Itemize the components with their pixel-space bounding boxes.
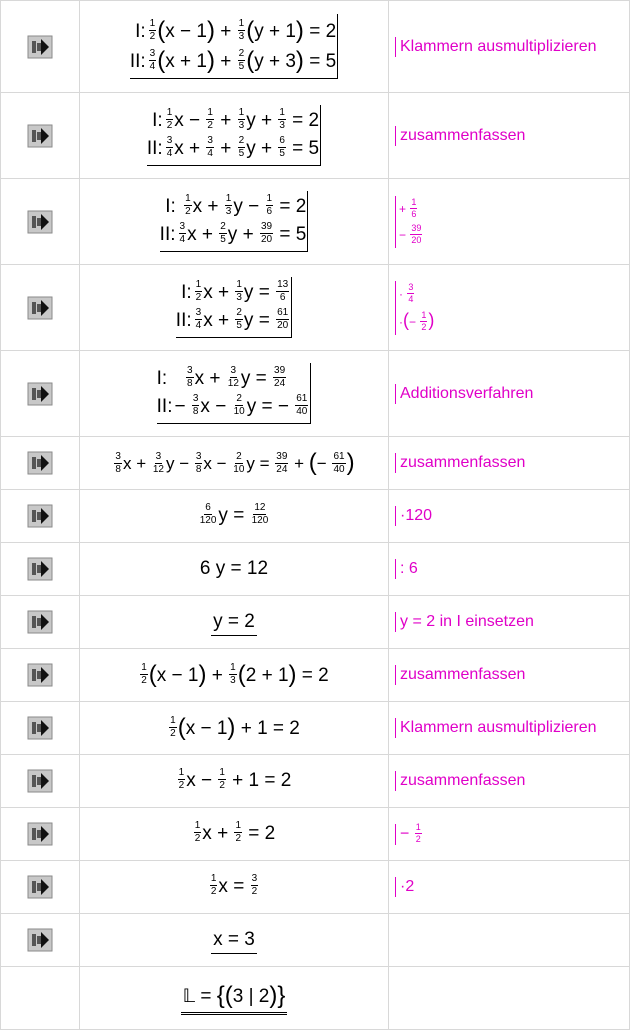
step-action-icon[interactable]: [27, 557, 53, 581]
equation-line: II: $\frac{3}{4}$ x + $\frac{2}{5}$ y = $\frac{61}{20}$: [175, 307, 289, 332]
note-line: ·(− $\frac{1}{2}$ ): [399, 309, 435, 332]
equation-line: II: $\frac{3}{4}$ x + $\frac{3}{4}$ + $\frac{2}{5}$ y + $\frac{6}{5}$ = 5: [146, 135, 320, 160]
step-action-icon[interactable]: [27, 875, 53, 899]
note-line: + $\frac{1}{6}$: [399, 196, 417, 219]
step-action-icon[interactable]: [27, 382, 53, 406]
equation-line: I: $\frac{1}{2}$ x − $\frac{1}{2}$ + $\frac{1}{3}$ y + $\frac{1}{3}$ = 2: [152, 107, 320, 132]
step-note: zusammenfassen: [395, 771, 525, 791]
equation-line: I: $\frac{1}{2}$ x + $\frac{1}{3}$ y = $\frac{13}{6}$: [181, 279, 289, 304]
equation-line: $\frac{1}{2}$ (x − 1) + 1 = 2: [170, 714, 300, 741]
step-note: zusammenfassen: [395, 126, 525, 146]
step-action-icon[interactable]: [27, 210, 53, 234]
equation-line: $\frac{1}{2}$ (x − 1) + $\frac{1}{3}$ (2 + 1) = 2: [141, 661, 329, 688]
equation-system: [160, 191, 309, 252]
step-row: [1, 702, 630, 755]
step-row: [1, 861, 630, 914]
note-line: · $\frac{3}{4}$: [399, 281, 414, 304]
step-action-icon[interactable]: [27, 296, 53, 320]
equation-line: II: $\frac{3}{4}$ (x + 1) + $\frac{2}{5}$ (y + 3) = 5: [129, 47, 337, 74]
step-action-icon[interactable]: [27, 451, 53, 475]
step-row: [1, 1, 630, 93]
step-action-icon[interactable]: [27, 504, 53, 528]
step-note: − $\frac{1}{2}$: [395, 824, 423, 845]
equation-line: $\frac{1}{2}$ x + $\frac{1}{2}$ = 2: [194, 820, 276, 845]
step-note: Klammern ausmultiplizieren: [395, 718, 597, 738]
step-action-icon[interactable]: [27, 663, 53, 687]
step-action-icon[interactable]: [27, 928, 53, 952]
step-row: [1, 649, 630, 702]
equation-line: $\frac{6}{120}$ y = $\frac{12}{120}$: [199, 502, 269, 527]
step-row: [1, 914, 630, 967]
step-note: ·120: [395, 506, 432, 526]
equation-line: I: $\frac{1}{2}$ (x − 1) + $\frac{1}{3}$ (y + 1) = 2: [135, 17, 337, 44]
result-x: x = 3: [211, 927, 257, 954]
step-note: zusammenfassen: [395, 665, 525, 685]
step-note: Klammern ausmultiplizieren: [395, 37, 597, 57]
step-note: : 6: [395, 559, 418, 579]
step-action-icon[interactable]: [27, 769, 53, 793]
step-row: [1, 755, 630, 808]
step-row: [1, 596, 630, 649]
step-note: Additionsverfahren: [395, 384, 533, 404]
equation-system: [147, 105, 321, 166]
step-row: [1, 437, 630, 490]
equation-line: $\frac{3}{8}$ x + $\frac{3}{12}$ y − $\frac{3}{8}$ x − $\frac{2}{10}$ y = $\frac{39}{24}$ + (− $\frac{61}{40}$ ): [115, 449, 355, 476]
step-row: [1, 490, 630, 543]
note-line: − $\frac{39}{20}$: [399, 222, 422, 245]
equation-line: I: $\frac{3}{8}$ x + $\frac{3}{12}$ y = $\frac{39}{24}$: [156, 365, 286, 390]
step-action-icon[interactable]: [27, 822, 53, 846]
equation-line: $\frac{1}{2}$ x = $\frac{3}{2}$: [210, 873, 258, 898]
step-row: [1, 808, 630, 861]
step-row: [1, 265, 630, 351]
step-note: [395, 196, 423, 248]
step-row: [1, 351, 630, 437]
equation-line: $\frac{1}{2}$ x − $\frac{1}{2}$ + 1 = 2: [178, 767, 292, 792]
step-action-icon[interactable]: [27, 716, 53, 740]
step-row: [1, 967, 630, 1030]
step-note: zusammenfassen: [395, 453, 525, 473]
step-action-icon[interactable]: [27, 35, 53, 59]
solution-set: 𝕃 = {(3 | 2)}: [181, 982, 288, 1015]
step-action-icon[interactable]: [27, 124, 53, 148]
step-note: y = 2 in I einsetzen: [395, 612, 534, 632]
equation-system: [176, 277, 292, 338]
step-row: [1, 543, 630, 596]
equation-line: II: − $\frac{3}{8}$ x − $\frac{2}{10}$ y = − $\frac{61}{40}$: [156, 393, 308, 418]
equation-line: II: $\frac{3}{4}$ x + $\frac{2}{5}$ y + $\frac{39}{20}$ = 5: [159, 221, 307, 246]
step-action-icon[interactable]: [27, 610, 53, 634]
equation-line: 6 y = 12: [199, 558, 269, 579]
step-note: [395, 281, 434, 335]
step-row: [1, 179, 630, 265]
result-y: y = 2: [211, 609, 257, 636]
step-row: [1, 93, 630, 179]
equation-system: [157, 363, 312, 424]
equation-line: I: $\frac{1}{2}$ x + $\frac{1}{3}$ y − $\frac{1}{6}$ = 2: [165, 193, 307, 218]
step-note: ·2: [395, 877, 414, 897]
equation-system: [130, 14, 338, 79]
